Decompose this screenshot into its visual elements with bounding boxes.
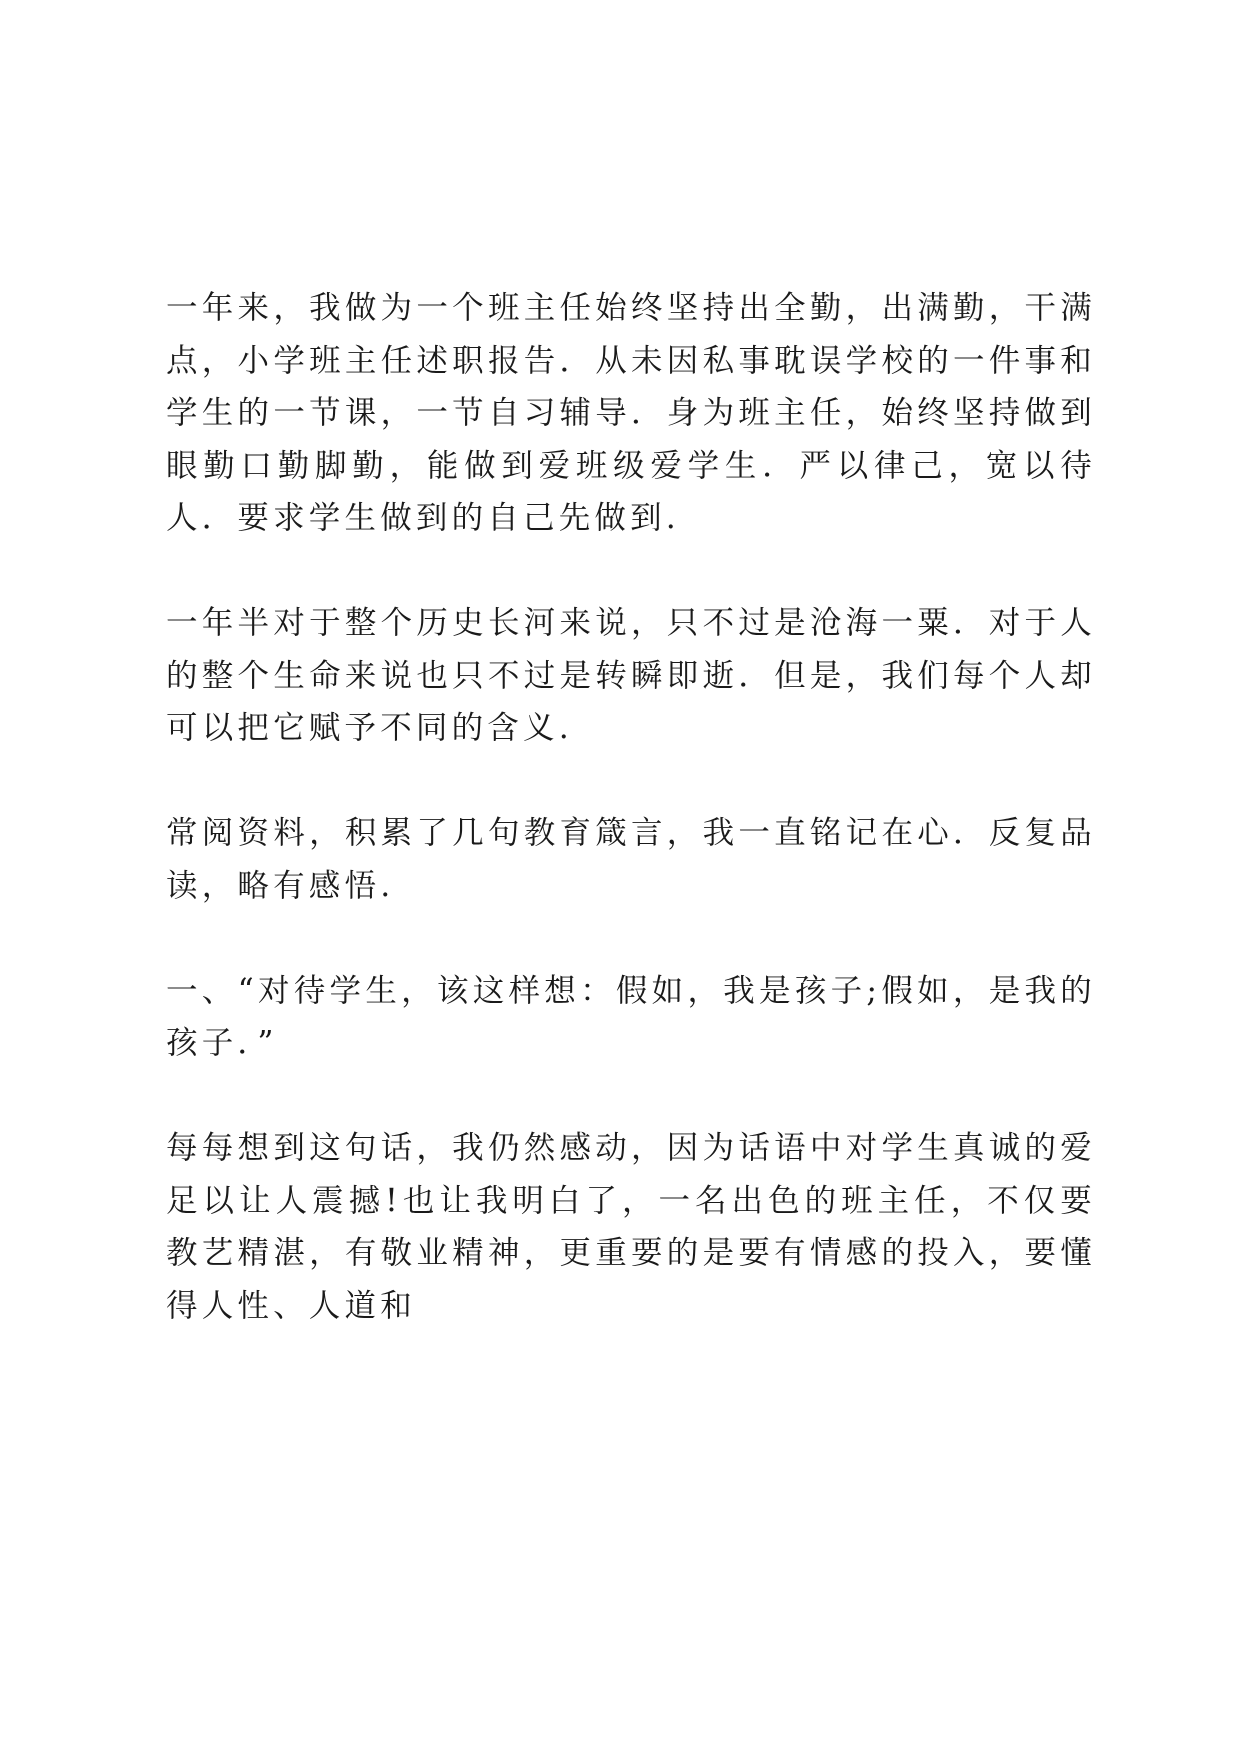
paragraph-reflection: 每每想到这句话，我仍然感动，因为话语中对学生真诚的爱足以让人震撼!也让我明白了，一名出色的班主任，不仅要教艺精湛，有敬业精神，更重要的是要有情感的投入，要懂得人性、人道和: [166, 1130, 1096, 1324]
paragraph-quote-one: 一、“对待学生，该这样想：假如，我是孩子;假如，是我的孩子．”: [166, 972, 1096, 1061]
document-body: [166, 282, 1096, 1332]
paragraph-reading: 常阅资料，积累了几句教育箴言，我一直铭记在心．反复品读，略有感悟.: [166, 815, 1096, 904]
paragraph-history: 一年半对于整个历史长河来说，只不过是沧海一粟．对于人的整个生命来说也只不过是转瞬即逝．但是，我们每个人却可以把它赋予不同的含义.: [166, 605, 1096, 746]
paragraph-attendance: 一年来，我做为一个班主任始终坚持出全勤，出满勤，干满点，小学班主任述职报告．从未因私事耽误学校的一件事和学生的一节课，一节自习辅导．身为班主任，始终坚持做到眼勤口勤脚勤，能做到爱班级爱学生．严以律己，宽以待人．要求学生做到的自己先做到.: [166, 290, 1096, 536]
